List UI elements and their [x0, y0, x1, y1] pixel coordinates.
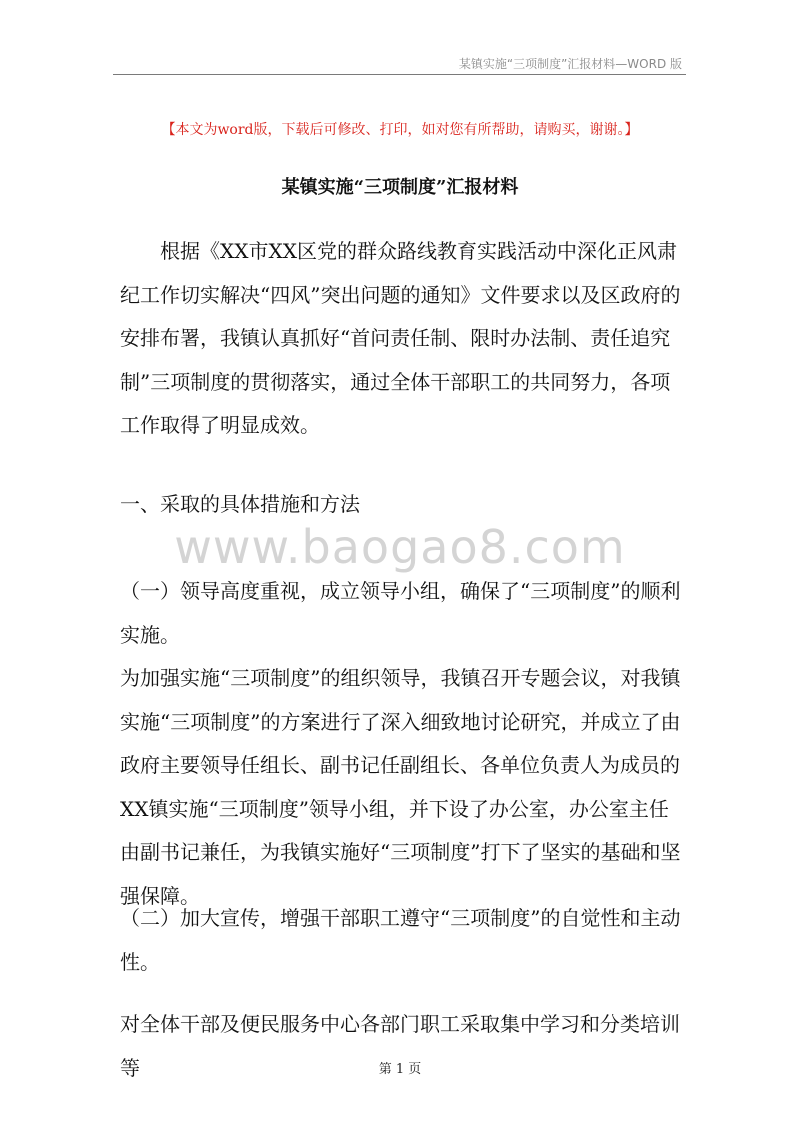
subsection-2-paragraph: 对全体干部及便民服务中心各部门职工采取集中学习和分类培训等 — [120, 1012, 680, 1080]
header-divider — [113, 74, 686, 75]
subsection-heading-2: （二）加大宣传，增强干部职工遵守“三项制度”的自觉性和主动性。 — [120, 906, 681, 974]
intro-paragraph: 根据《XX市XX区党的群众路线教育实践活动中深化正风肃纪工作切实解决“四风”突出问题的通知》文件要求以及区政府的安排布署，我镇认真抓好“首问责任制、限时办法制、责任追究制”三项制度的贯彻落实，通过全体干部职工的共同努力，各项工作取得了明显成效。 — [120, 239, 681, 437]
watermark: www.baogao8.com — [174, 520, 626, 574]
page-number: 第 1 页 — [378, 1062, 422, 1077]
document-title: 某镇实施“三项制度”汇报材料 — [281, 177, 519, 198]
subsection-heading-1: （一）领导高度重视，成立领导小组，确保了“三项制度”的顺利实施。 — [120, 579, 681, 647]
subsection-1-paragraph: 为加强实施“三项制度”的组织领导，我镇召开专题会议，对我镇实施“三项制度”的方案进行了深入细致地讨论研究，并成立了由政府主要领导任组长、副书记任副组长、各单位负责人为成员的XX镇实施“三项制度”领导小组，并下设了办公室，办公室主任由副书记兼任，为我镇实施好“三项制度”打下了坚实的基础和坚强保障。 — [120, 666, 681, 908]
running-header: 某镇实施“三项制度”汇报材料—WORD 版 — [458, 57, 682, 71]
purchase-notice: 【本文为word版，下载后可修改、打印，如对您有所帮助，请购买，谢谢。】 — [161, 122, 639, 138]
section-heading-1: 一、采取的具体措施和方法 — [120, 492, 360, 516]
